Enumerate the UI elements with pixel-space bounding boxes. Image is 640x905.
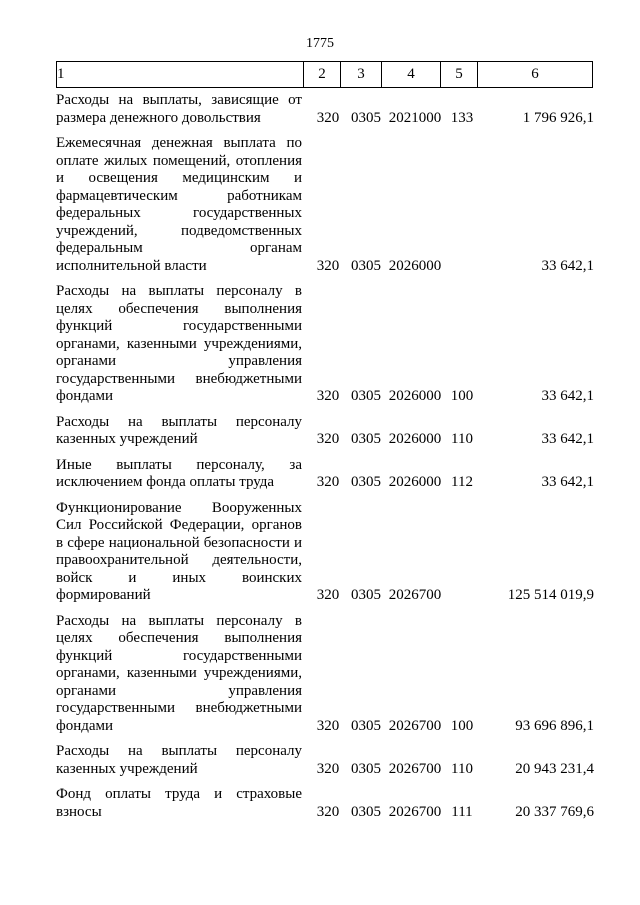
row-name: Расходы на выплаты персоналу в целях обеспечения выполнения функций государственными органами, казенными учреждениями, органами управления государственными внебюджетными фондами [56, 612, 302, 734]
table-row [56, 492, 596, 605]
row-cs: 2026000 [388, 431, 442, 447]
table-row [56, 735, 596, 778]
row-vr: 100 [450, 717, 474, 734]
row-name: Ежемесячная денежная выплата по оплате жилых помещений, отопления и освещения медицинским и фармацевтическим работникам федеральных государственных учреждений, подведомственных федеральным органам исполнительной власти [56, 135, 302, 274]
row-rz: 320 [316, 760, 340, 777]
column-header-3: 3 [341, 62, 382, 88]
row-pr: 0305 [351, 474, 381, 490]
table-row [56, 605, 596, 736]
row-name: Расходы на выплаты персоналу в целях обеспечения выполнения функций государственными органами, казенными учреждениями, органами управления государственными внебюджетными фондами [56, 283, 302, 404]
column-header-table [56, 61, 593, 88]
row-pr: 0305 [351, 109, 381, 126]
row-rz: 320 [316, 474, 340, 490]
row-rz: 320 [316, 388, 340, 404]
row-pr: 0305 [351, 587, 381, 603]
column-header-5: 5 [441, 62, 478, 88]
page-number: 1775 [306, 36, 334, 51]
row-sum: 33 642,1 [541, 388, 594, 404]
row-cs: 2026000 [388, 388, 442, 404]
row-pr: 0305 [351, 717, 381, 734]
budget-table [56, 88, 596, 821]
row-rz: 320 [316, 257, 340, 274]
column-header-row [57, 62, 593, 88]
row-sum: 20 943 231,4 [515, 760, 594, 777]
table-row [56, 127, 596, 275]
row-vr: 111 [451, 803, 473, 820]
row-rz: 320 [316, 803, 340, 820]
row-vr [444, 492, 480, 605]
row-cs: 2026700 [388, 717, 442, 734]
row-pr: 0305 [351, 760, 381, 777]
row-pr: 0305 [351, 388, 381, 404]
table-row [56, 778, 596, 821]
row-cs: 2026700 [388, 587, 442, 603]
row-vr: 112 [451, 474, 473, 490]
row-name: Расходы на выплаты, зависящие от размера денежного довольствия [56, 92, 302, 126]
table-row [56, 88, 596, 127]
row-vr: 100 [450, 388, 474, 404]
table-row [56, 449, 596, 492]
row-sum: 33 642,1 [541, 257, 594, 274]
column-header-2: 2 [304, 62, 341, 88]
row-name: Иные выплаты персоналу, за исключением фонда оплаты труда [56, 456, 302, 490]
row-sum: 33 642,1 [541, 431, 594, 447]
row-rz: 320 [316, 431, 340, 447]
column-header-6: 6 [478, 62, 593, 88]
row-rz: 320 [316, 109, 340, 126]
row-name: Фонд оплаты труда и страховые взносы [56, 786, 302, 820]
row-cs: 2021000 [388, 109, 442, 126]
column-header-4: 4 [382, 62, 441, 88]
row-pr: 0305 [351, 257, 381, 274]
table-row [56, 275, 596, 406]
row-cs: 2026700 [388, 760, 442, 777]
row-cs: 2026000 [388, 257, 442, 274]
table-row [56, 406, 596, 449]
row-vr: 133 [450, 109, 474, 126]
row-cs: 2026700 [388, 803, 442, 820]
row-vr: 110 [451, 760, 473, 777]
row-sum: 125 514 019,9 [507, 587, 594, 603]
row-pr: 0305 [351, 803, 381, 820]
row-name: Расходы на выплаты персоналу казенных учреждений [56, 743, 302, 777]
row-rz: 320 [316, 717, 340, 734]
row-sum: 93 696 896,1 [515, 717, 594, 734]
row-sum: 1 796 926,1 [522, 109, 594, 126]
row-rz: 320 [316, 587, 340, 603]
row-pr: 0305 [351, 431, 381, 447]
row-vr: 110 [451, 431, 473, 447]
row-name: Расходы на выплаты персоналу казенных учреждений [56, 413, 302, 447]
row-name: Функционирование Вооруженных Сил Российской Федерации, органов в сфере национальной безопасности и правоохранительной деятельности, войск и иных воинских формирований [56, 499, 302, 603]
row-sum: 33 642,1 [541, 474, 594, 490]
row-cs: 2026000 [388, 474, 442, 490]
row-vr [444, 127, 480, 275]
column-header-1: 1 [57, 62, 304, 88]
row-sum: 20 337 769,6 [515, 803, 594, 820]
